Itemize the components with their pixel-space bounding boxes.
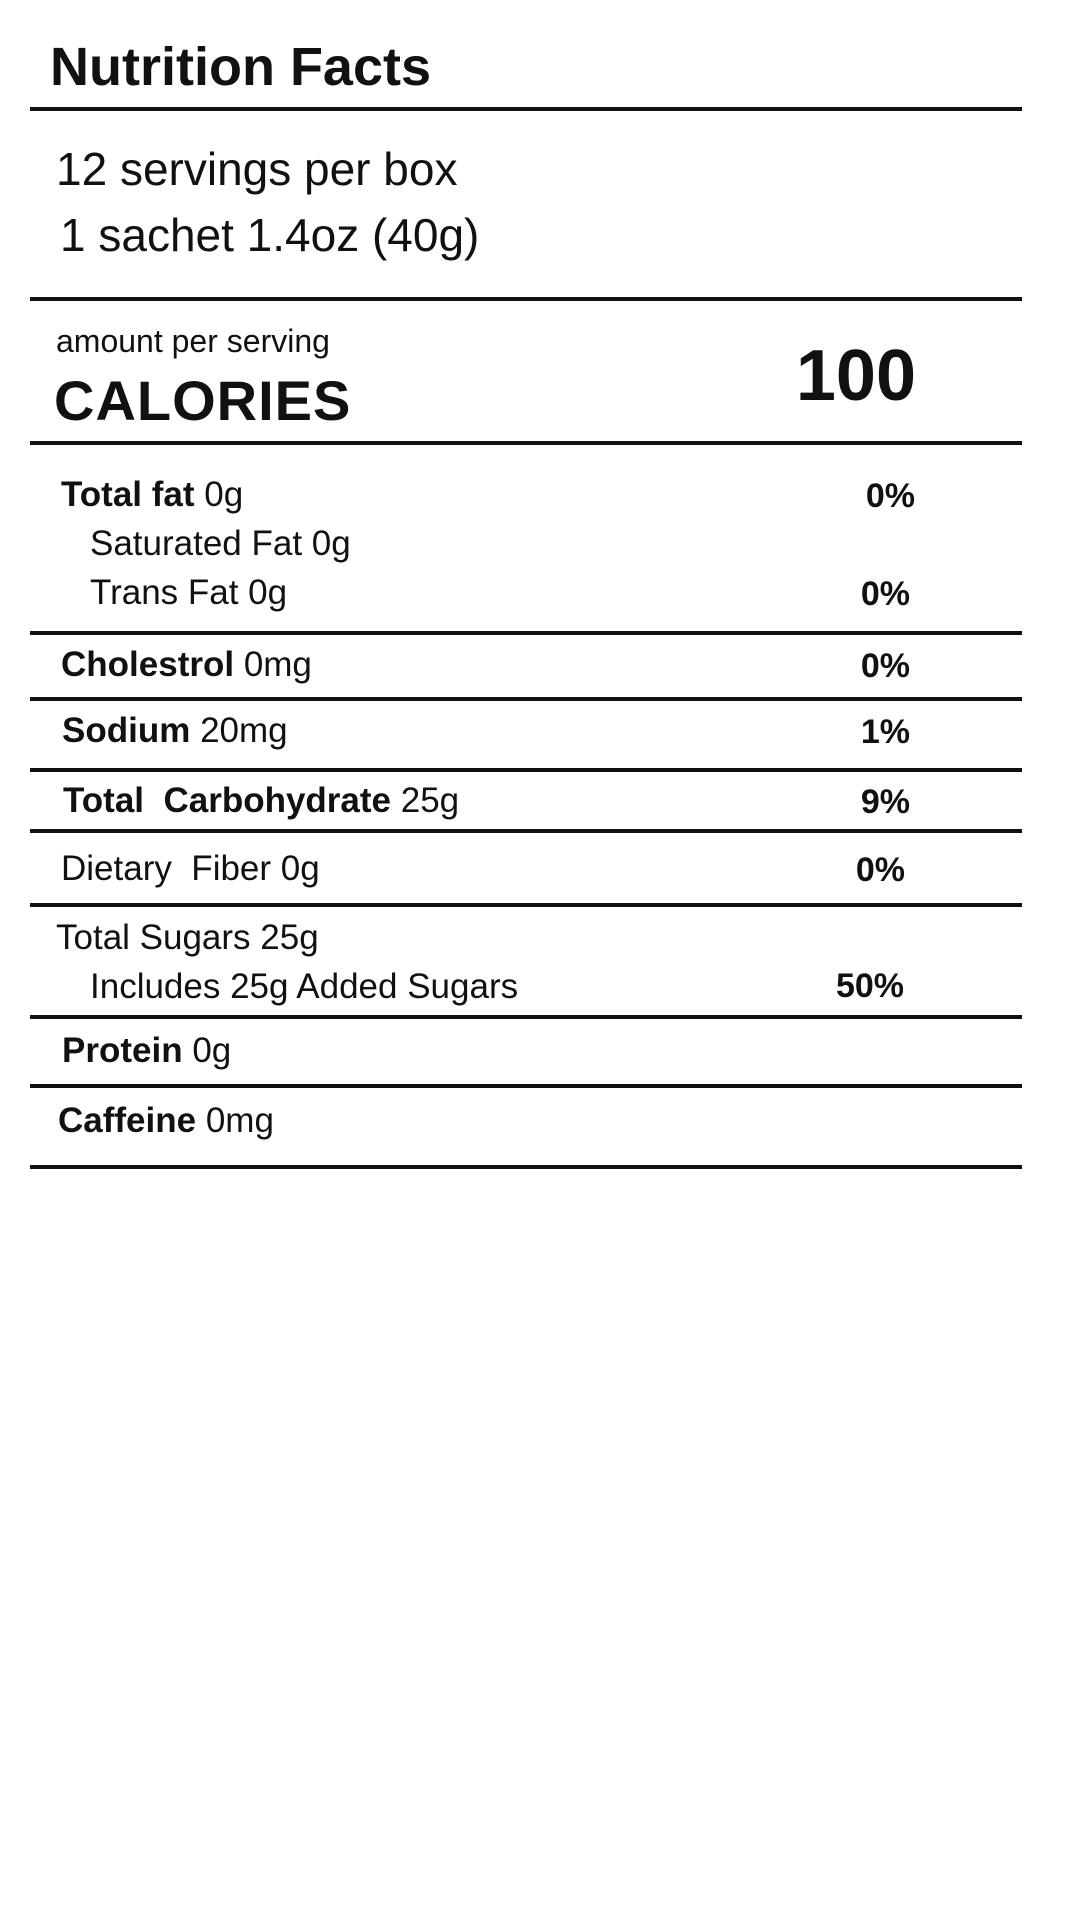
- nutrient-name: Sodium: [62, 711, 191, 750]
- divider: [30, 1015, 1022, 1019]
- dv-total-carbohydrate: 9%: [860, 783, 910, 821]
- nutrient-dietary-fiber: Dietary Fiber 0g: [61, 849, 320, 888]
- divider: [30, 1165, 1022, 1169]
- divider: [30, 1084, 1022, 1088]
- serving-size: 1 sachet 1.4oz (40g): [60, 209, 480, 261]
- nutrient-sodium: [62, 713, 288, 748]
- nutrient-amount: 0g: [204, 475, 244, 514]
- nutrient-added-sugars: Includes 25g Added Sugars: [90, 967, 519, 1006]
- nutrient-total-carbohydrate: [63, 783, 459, 818]
- divider: [30, 441, 1022, 445]
- nutrient-name: Total fat: [61, 475, 195, 514]
- dv-trans-fat: 0%: [860, 575, 910, 613]
- divider: [30, 107, 1022, 111]
- dv-dietary-fiber: 0%: [855, 851, 905, 889]
- dv-cholesterol: 0%: [860, 647, 910, 685]
- nutrient-amount: 25g: [400, 781, 460, 820]
- nutrient-saturated-fat: Saturated Fat 0g: [90, 524, 351, 563]
- divider: [30, 297, 1022, 301]
- nutrient-total-fat: [61, 477, 243, 512]
- nutrient-trans-fat: Trans Fat 0g: [90, 573, 288, 612]
- dv-sodium: 1%: [860, 713, 910, 751]
- nutrient-amount: 0mg: [205, 1101, 274, 1140]
- divider: [30, 829, 1022, 833]
- nutrient-caffeine: [58, 1103, 274, 1138]
- nutrient-cholesterol: [61, 647, 312, 682]
- divider: [30, 903, 1022, 907]
- nutrient-amount: 20mg: [200, 711, 288, 750]
- divider: [30, 697, 1022, 701]
- label-title: Nutrition Facts: [50, 37, 432, 97]
- nutrient-name: Protein: [62, 1031, 183, 1070]
- amount-per-serving: amount per serving: [56, 323, 330, 359]
- nutrient-amount: 0g: [192, 1031, 232, 1070]
- divider: [30, 631, 1022, 635]
- calories-value: 100: [795, 336, 916, 416]
- nutrient-amount: 0mg: [243, 645, 312, 684]
- divider: [30, 768, 1022, 772]
- calories-label: CALORIES: [54, 369, 352, 432]
- dv-total-fat: 0%: [865, 477, 915, 515]
- nutrient-name: Caffeine: [58, 1101, 197, 1140]
- servings-per-container: 12 servings per box: [56, 143, 458, 195]
- nutrient-name: Total Carbohydrate: [63, 781, 392, 820]
- nutrient-name: Cholestrol: [61, 645, 235, 684]
- dv-added-sugars: 50%: [835, 967, 904, 1005]
- nutrient-total-sugars: Total Sugars 25g: [56, 918, 319, 957]
- nutrient-protein: [62, 1033, 231, 1068]
